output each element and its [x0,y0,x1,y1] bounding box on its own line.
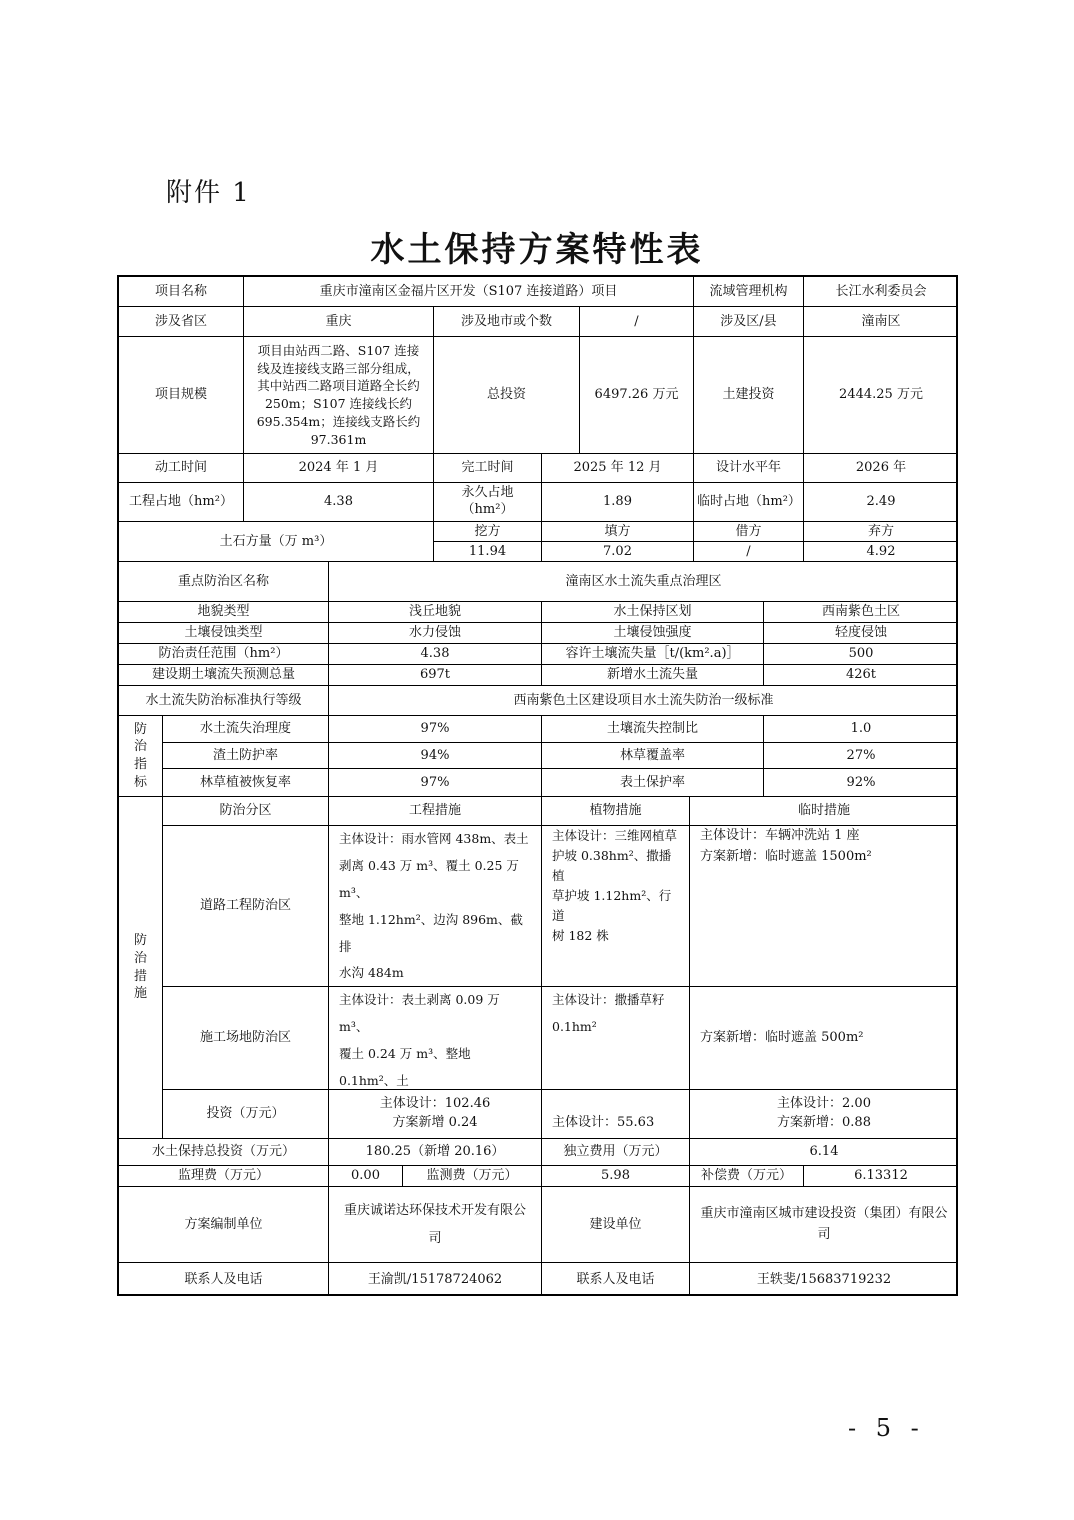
measure-line: 整地 1.12hm²、边沟 896m、截排 [339,911,523,954]
supervision-fee-label: 监理费（万元） [119,1166,329,1187]
site-temporary-measures [690,987,958,1090]
page-number: - 5 - [848,1414,925,1442]
total-investment-value: 180.25（新增 20.16） [329,1139,542,1166]
measure-line: 草护坡 1.12hm²、行道 [552,888,672,923]
independent-cost-label: 独立费用（万元） [542,1139,690,1166]
borrow-value: / [694,542,804,562]
investment-temporary [690,1090,958,1139]
indicators-char: 防 [133,721,147,737]
investment-line: 主体设计：2.00 [777,1096,871,1112]
monitoring-fee-value: 5.98 [542,1166,690,1187]
supervision-fee-value: 0.00 [329,1166,403,1187]
measure-line: 主体设计：表土剥离 0.09 万 m³、 [339,992,500,1034]
new-loss-label: 新增水土流失量 [542,665,764,686]
engineering-header: 工程措施 [329,797,542,826]
contact-label: 联系人及电话 [542,1263,690,1296]
city-label: 涉及地市或个数 [434,307,580,337]
investment-line: 方案新增 0.24 [392,1115,478,1130]
indicator-label: 土壤流失控制比 [542,716,764,743]
erosion-type-value: 水力侵蚀 [329,623,542,644]
land-area-label: 工程占地（hm²） [119,483,244,522]
temporary-header: 临时措施 [690,797,958,826]
compensation-fee-value: 6.13312 [804,1166,958,1187]
new-loss-value: 426t [764,665,958,686]
indicators-char: 标 [133,774,147,790]
landform-value: 浅丘地貌 [329,602,542,623]
waste-value: 4.92 [804,542,958,562]
responsibility-scope-label: 防治责任范围（hm²） [119,644,329,665]
measure-line: 水沟 484m [339,965,404,981]
investment-plant: 主体设计：55.63 [542,1090,690,1139]
soil-region-label: 水土保持区划 [542,602,764,623]
indicator-label: 林草植被恢复率 [163,769,329,797]
project-scale-label: 项目规模 [119,337,244,454]
civil-investment-value: 2444.25 万元 [804,337,958,454]
plant-header: 植物措施 [542,797,690,826]
standard-grade-value: 西南紫色土区建设项目水土流失防治一级标准 [329,686,958,716]
measure-line: 0.1hm² [552,1018,597,1034]
indicator-value: 1.0 [764,716,958,743]
contact-label: 联系人及电话 [119,1263,329,1296]
indicators-char: 治 [133,739,147,755]
builder-unit-value: 重庆市潼南区城市建设投资（集团）有限公司 [690,1187,958,1263]
measure-line: 树 182 株 [552,928,609,943]
contact-value: 王渝凯/15178724062 [329,1263,542,1296]
indicator-value: 97% [329,716,542,743]
measure-line: 主体设计：撒播草籽 [552,992,665,1007]
basin-agency-label: 流域管理机构 [694,277,804,307]
temporary-land-label: 临时占地（hm²） [694,483,804,522]
total-investment-label: 水土保持总投资（万元） [119,1139,329,1166]
indicator-value: 92% [764,769,958,797]
author-unit-value: 重庆诚诺达环保技术开发有限公司 [329,1187,542,1263]
erosion-intensity-label: 土壤侵蚀强度 [542,623,764,644]
measure-line: 覆土 0.24 万 m³、整地 0.1hm²、土 [339,1045,471,1088]
temporary-land-value: 2.49 [804,483,958,522]
excavation-label: 挖方 [434,522,542,542]
waste-label: 弃方 [804,522,958,542]
investment-label: 投资（万元） [163,1090,329,1139]
site-engineering-measures [329,987,542,1090]
erosion-type-label: 土壤侵蚀类型 [119,623,329,644]
measure-line: 方案新增：临时遮盖 1500m² [700,848,872,864]
county-label: 涉及区/县 [694,307,804,337]
key-zone-label: 重点防治区名称 [119,562,329,602]
soil-region-value: 西南紫色土区 [764,602,958,623]
measures-char: 措 [133,968,147,984]
end-time-label: 完工时间 [434,454,542,483]
site-plant-measures [542,987,690,1090]
predicted-loss-label: 建设期土壤流失预测总量 [119,665,329,686]
city-value: / [580,307,694,337]
indicators-group-label [119,716,163,797]
project-scale-value: 项目由站西二路、S107 连接线及连接线支路三部分组成，其中站西二路项目道路全长约 250m；S107 连接线长约 695.354m；连接线支路长约 97.361m [244,337,434,454]
zone-header: 防治分区 [163,797,329,826]
project-name-label: 项目名称 [119,277,244,307]
investment-line: 方案新增：0.88 [777,1115,871,1130]
basin-agency-value: 长江水利委员会 [804,277,958,307]
measure-line: 剥离 0.43 万 m³、覆土 0.25 万 m³、 [339,857,519,900]
allowable-loss-value: 500 [764,644,958,665]
design-year-label: 设计水平年 [694,454,804,483]
indicator-label: 水土流失治理度 [163,716,329,743]
borrow-label: 借方 [694,522,804,542]
permanent-land-value: 1.89 [542,483,694,522]
earthwork-label: 土石方量（万 m³） [119,522,434,562]
builder-unit-label: 建设单位 [542,1187,690,1263]
indicator-value: 97% [329,769,542,797]
predicted-loss-value: 697t [329,665,542,686]
county-value: 潼南区 [804,307,958,337]
indicators-char: 指 [133,757,147,772]
fill-label: 填方 [542,522,694,542]
fill-value: 7.02 [542,542,694,562]
responsibility-scope-value: 4.38 [329,644,542,665]
land-area-value: 4.38 [244,483,434,522]
investment-line: 主体设计：102.46 [379,1096,491,1112]
road-temporary-measures [690,826,958,987]
measure-line: 主体设计：三维网植草 [552,828,678,843]
design-year-value: 2026 年 [804,454,958,483]
landform-label: 地貌类型 [119,602,329,623]
site-zone-label: 施工场地防治区 [163,987,329,1090]
independent-cost-value: 6.14 [690,1139,958,1166]
compensation-fee-label: 补偿费（万元） [690,1166,804,1187]
road-engineering-measures [329,826,542,987]
measures-group-label [119,797,163,1139]
start-time-label: 动工时间 [119,454,244,483]
civil-investment-label: 土建投资 [694,337,804,454]
total-investment-label: 总投资 [434,337,580,454]
measure-line: 护坡 0.38hm²、撒播植 [552,848,672,883]
province-label: 涉及省区 [119,307,244,337]
measure-line: 主体设计：车辆冲洗站 1 座 [700,828,860,843]
project-name-value: 重庆市潼南区金福片区开发（S107 连接道路）项目 [244,277,694,307]
indicator-label: 林草覆盖率 [542,743,764,769]
document-title: 水土保持方案特性表 [370,230,704,270]
author-unit-label: 方案编制单位 [119,1187,329,1263]
attachment-label: 附件 1 [166,178,251,208]
measures-char: 防 [133,933,147,949]
measure-line: 方案新增：临时遮盖 500m² [700,1030,864,1046]
characteristics-table [117,275,958,1296]
monitoring-fee-label: 监测费（万元） [403,1166,542,1187]
indicator-label: 表土保护率 [542,769,764,797]
province-value: 重庆 [244,307,434,337]
road-zone-label: 道路工程防治区 [163,826,329,987]
road-plant-measures [542,826,690,987]
standard-grade-label: 水土流失防治标准执行等级 [119,686,329,716]
indicator-value: 94% [329,743,542,769]
erosion-intensity-value: 轻度侵蚀 [764,623,958,644]
end-time-value: 2025 年 12 月 [542,454,694,483]
start-time-value: 2024 年 1 月 [244,454,434,483]
investment-engineering [329,1090,542,1139]
permanent-land-label: 永久占地（hm²） [434,483,542,522]
total-investment-value: 6497.26 万元 [580,337,694,454]
key-zone-value: 潼南区水土流失重点治理区 [329,562,958,602]
allowable-loss-label: 容许土壤流失量［t/(km².a)］ [542,644,764,665]
contact-value: 王轶斐/15683719232 [756,1271,892,1287]
measures-char: 治 [133,950,147,966]
indicator-value: 27% [764,743,958,769]
measure-line: 主体设计：雨水管网 438m、表土 [339,831,529,846]
measures-char: 施 [133,986,147,1002]
indicator-label: 渣土防护率 [163,743,329,769]
excavation-value: 11.94 [434,542,542,562]
